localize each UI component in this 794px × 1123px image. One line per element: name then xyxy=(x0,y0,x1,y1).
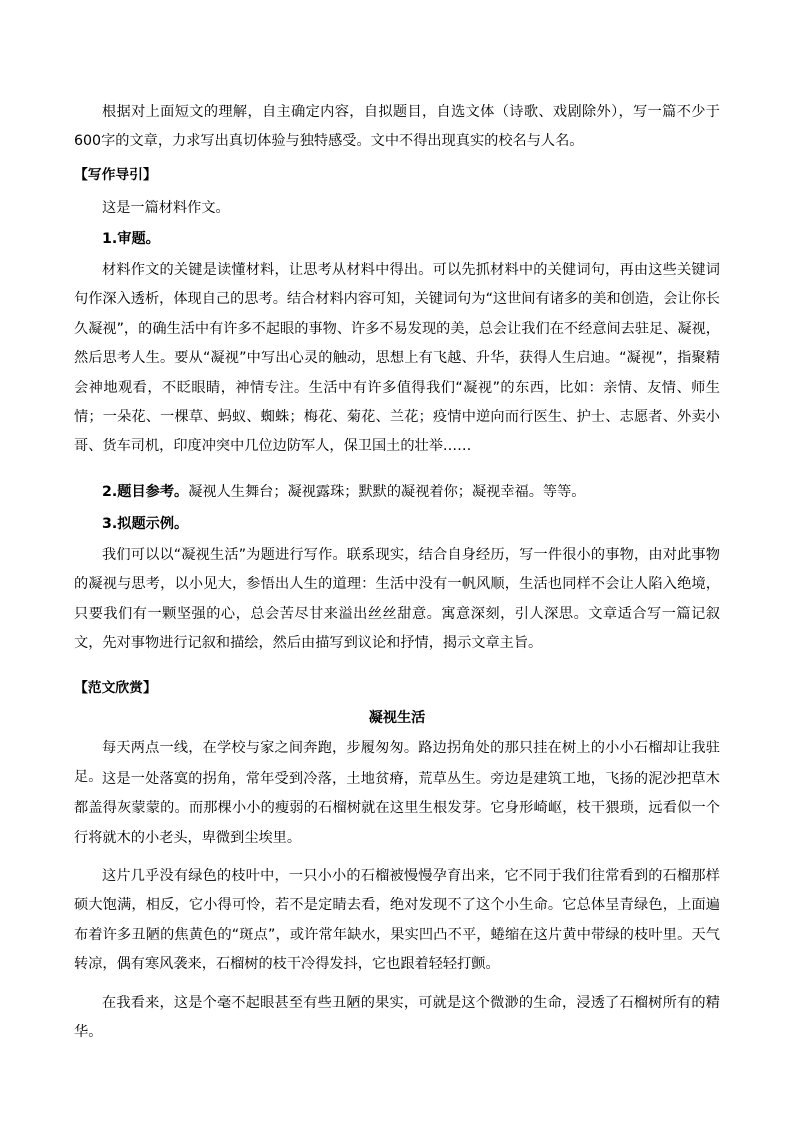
guide-intro: 这是一篇材料作文。 xyxy=(102,200,230,216)
step2-label: 2.题目参考。 xyxy=(102,484,189,500)
step3-label: 3.拟题示例。 xyxy=(102,516,189,532)
intro-paragraph: 根据对上面短文的理解，自主确定内容，自拟题目，自选文体（诗歌、戏剧除外），写一篇不少于600字的文章，力求写出真切体验与独特感受。文中不得出现真实的校名与人名。 xyxy=(74,104,720,150)
essay-paragraph-3: 这片几乎没有绿色的枝叶中，一只小小的石榴被慢慢孕育出来，它不同于我们往常看到的石榴那样硕大饱满，相反，它小得可怜，若不是定睛去看，绝对发现不了这个小生命。它总体呈青绿色，上面遍布着许多丑陋的焦黄色的“斑点”，或许常年缺水，果实凹凸不平，蜷缩在这片黄中带绿的枝叶里。天气转凉，偶有寒风袭来，石榴树的枝干冷得发抖，它也跟着轻轻打颤。 xyxy=(74,868,720,973)
step3-paragraph: 我们可以以“凝视生活”为题进行写作。联系现实，结合自身经历，写一件很小的事物，由对此事物的凝视与思考，以小见大，参悟出人生的道理：生活中没有一帆风顺，生活也同样不会让人陷入绝境，只要我们有一颗坚强的心，总会苦尽甘来溢出丝丝甜意。寓意深刻，引人深思。文章适合写一篇记叙文，先对事物进行记叙和描绘，然后由描写到议论和抒情，揭示文章主旨。 xyxy=(74,547,720,652)
step3-heading xyxy=(74,510,720,539)
step2-text: 凝视人生舞台；凝视露珠；默默的凝视着你；凝视幸福。等等。 xyxy=(188,484,586,500)
essay-title: 凝视生活 xyxy=(368,710,426,726)
essay-paragraph-2: 这是一处落寞的拐角，常年受到冷落，土地贫瘠，荒草丛生。旁边是建筑工地，飞扬的泥沙把草木都盖得灰蒙蒙的。而那棵小小的瘦弱的石榴树就在这里生根发芽。它身形崎岖，枝干猥琐，远看似一个行将就木的小老头，卑微到尘埃里。 xyxy=(74,771,720,846)
essay-paragraph-4: 在我看来，这是个毫不起眼甚至有些丑陋的果实，可就是这个微渺的生命，浸透了石榴树所有的精华。 xyxy=(74,995,720,1041)
step1-heading xyxy=(74,225,720,254)
step1-label: 1.审题。 xyxy=(102,231,160,247)
model-essay-heading: 【范文欣赏】 xyxy=(74,680,157,696)
step2-paragraph xyxy=(74,478,720,507)
writing-guide-heading: 【写作导引】 xyxy=(74,167,157,183)
essay-paragraph-1: 每天两点一线，在学校与家之间奔跑，步履匆匆。路边拐角处的那只挂在树上的小小石榴却让我驻足。 xyxy=(74,740,720,786)
step1-paragraph: 材料作文的关键是读懂材料，让思考从材料中得出。可以先抓材料中的关健词句，再由这些关键词句作深入透析，体现自己的思考。结合材料内容可知，关键词句为“这世间有诸多的美和创造，会让你长久凝视”，的确生活中有许多不起眼的事物、许多不易发现的美，总会让我们在不经意间去驻足、凝视，然后思考人生。要从“凝视”中写出心灵的触动，思想上有飞越、升华，获得人生启迪。“凝视”，指聚精会神地观看，不眨眼睛，神情专注。生活中有许多值得我们“凝视”的东西，比如：亲情、友情、师生情；一朵花、一棵草、蚂蚁、蜘蛛；梅花、菊花、兰花；疫情中逆向而行医生、护士、志愿者、外卖小哥、货车司机，印度冲突中几位边防军人，保卫国土的壮举…… xyxy=(74,262,720,455)
